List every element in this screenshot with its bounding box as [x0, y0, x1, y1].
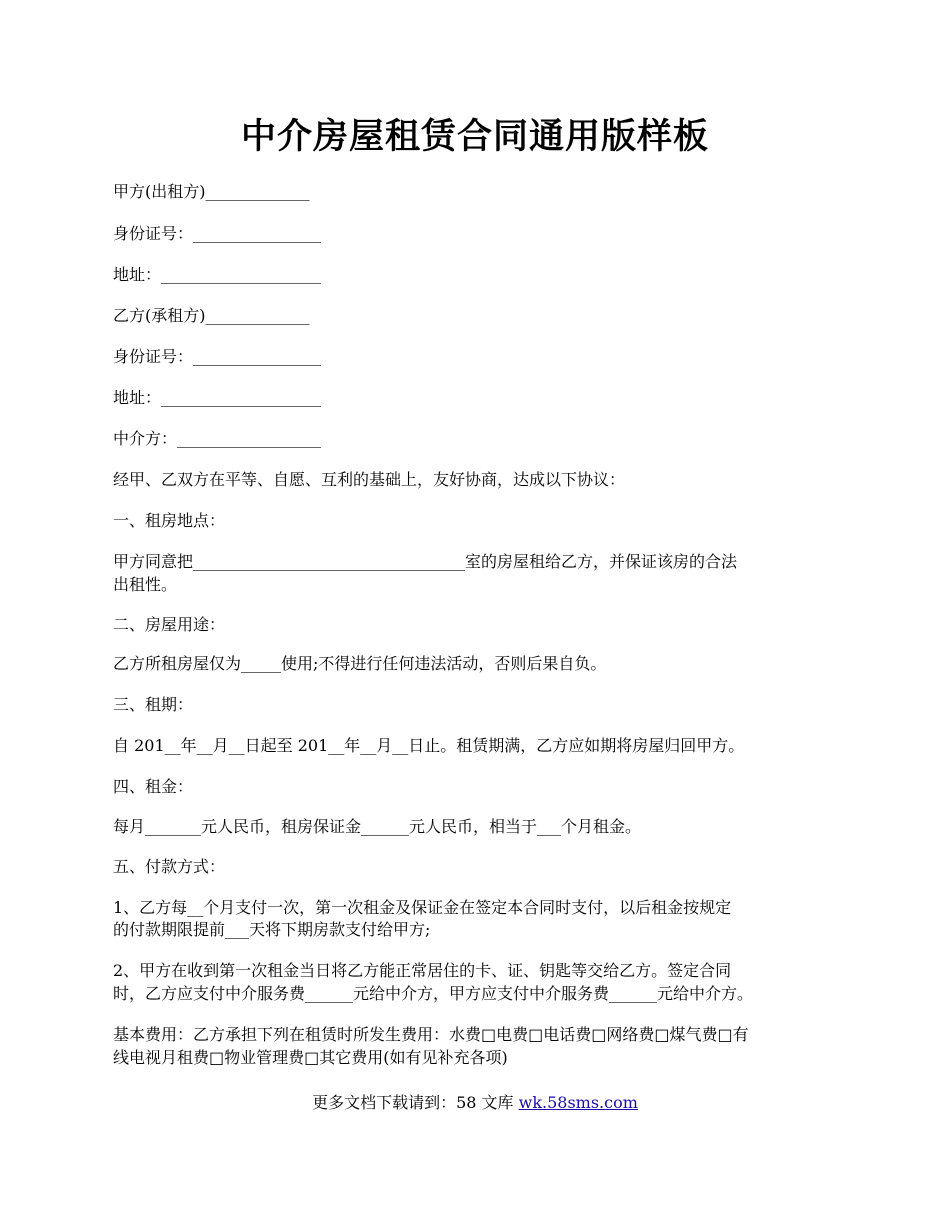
party-b-address-line: 地址：____________________ [113, 388, 322, 407]
party-b-id-line: 身份证号：________________ [113, 347, 322, 366]
section-5-item-2-line-1: 2、甲方在收到第一次租金当日将乙方能正常居住的卡、证、钥匙等交给乙方。签定合同 [113, 961, 732, 980]
footer [0, 1092, 950, 1114]
party-a-line: 甲方(出租方)_____________ [113, 182, 310, 201]
document-title: 中介房屋租赁合同通用版样板 [240, 116, 709, 157]
agent-line: 中介方：__________________ [113, 429, 322, 448]
party-a-id-line: 身份证号：________________ [113, 224, 322, 243]
section-1-heading: 一、租房地点： [113, 511, 226, 530]
intro-paragraph: 经甲、乙双方在平等、自愿、互利的基础上，友好协商，达成以下协议： [113, 470, 626, 489]
section-5-item-1-line-2: 的付款期限提前___天将下期房款支付给甲方; [113, 920, 431, 939]
section-2-heading: 二、房屋用途： [113, 615, 226, 634]
footer-text: 更多文档下载请到：58 文库 [312, 1093, 519, 1112]
section-3-heading: 三、租期： [113, 695, 194, 714]
section-4-heading: 四、租金： [113, 777, 194, 796]
section-3-text: 自 201__年__月__日起至 201__年__月__日止。租赁期满，乙方应如期将房屋归回甲方。 [113, 736, 745, 755]
basic-fees-line-1: 基本费用：乙方承担下列在租赁时所发生费用：水费□电费□电话费□网络费□煤气费□有 [113, 1025, 749, 1044]
section-1-text-line-2: 出租性。 [113, 575, 178, 594]
section-1-text-line-1: 甲方同意把__________________________________室的房屋租给乙方，并保证该房的合法 [113, 552, 738, 571]
footer-link[interactable]: wk.58sms.com [518, 1093, 638, 1112]
section-5-heading: 五、付款方式： [113, 857, 226, 876]
party-a-address-line: 地址：____________________ [113, 265, 322, 284]
basic-fees-line-2: 线电视月租费□物业管理费□其它费用(如有见补充各项) [113, 1048, 508, 1067]
section-2-text: 乙方所租房屋仅为_____使用;不得进行任何违法活动，否则后果自负。 [113, 654, 607, 673]
section-4-text: 每月_______元人民币，租房保证金______元人民币，相当于___个月租金。 [113, 817, 642, 836]
section-5-item-2-line-2: 时，乙方应支付中介服务费______元给中介方，甲方应支付中介服务费______元给中介方。 [113, 984, 754, 1003]
party-b-line: 乙方(承租方)_____________ [113, 306, 310, 325]
section-5-item-1-line-1: 1、乙方每__个月支付一次，第一次租金及保证金在签定本合同时支付，以后租金按规定 [113, 898, 732, 917]
